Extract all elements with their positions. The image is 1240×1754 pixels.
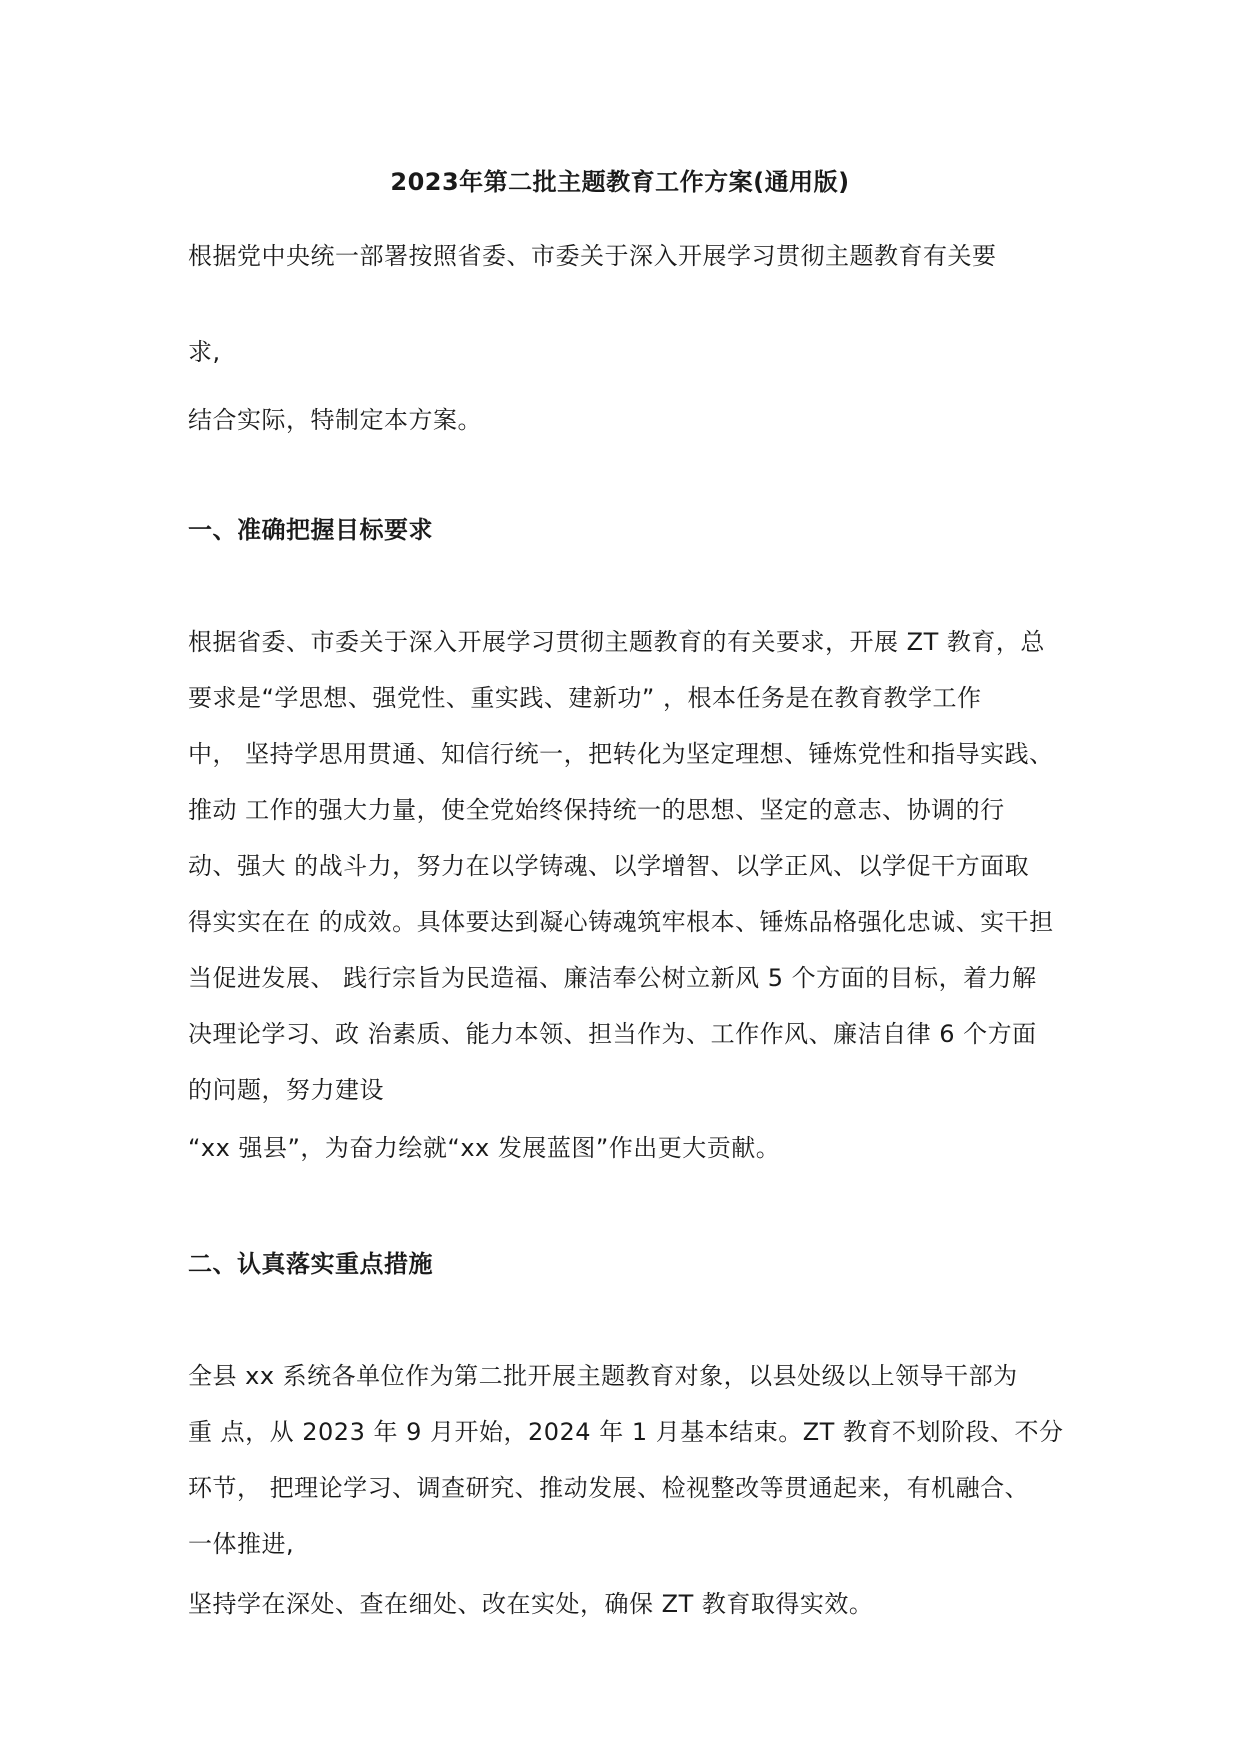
section-1-line: 动、强大 的战斗力，努力在以学铸魂、以学增智、以学正风、以学促干方面取 [188,852,1030,880]
section-2-line: 全县 xx 系统各单位作为第二批开展主题教育对象，以县处级以上领导干部为 [188,1362,1018,1390]
intro-line-1: 根据党中央统一部署按照省委、市委关于深入开展学习贯彻主题教育有关要 [188,242,997,270]
intro-line-3: 结合实际，特制定本方案。 [188,406,482,434]
section-1-heading: 一、准确把握目标要求 [188,516,433,544]
section-2-line: 坚持学在深处、查在细处、改在实处，确保 ZT 教育取得实效。 [188,1590,874,1618]
section-1-line: 要求是“学思想、强党性、重实践、建新功” ，根本任务是在教育教学工作 [188,684,982,712]
section-1-line: 得实实在在 的成效。具体要达到凝心铸魂筑牢根本、锤炼品格强化忠诚、实干担 [188,908,1054,936]
section-1-line: 中， 坚持学思用贯通、知信行统一，把转化为坚定理想、锤炼党性和指导实践、 [188,740,1054,768]
section-2-line: 环节， 把理论学习、调查研究、推动发展、检视整改等贯通起来，有机融合、 [188,1474,1030,1502]
section-2-line: 重 点，从 2023 年 9 月开始，2024 年 1 月基本结束。ZT 教育不划阶段、不分 [188,1418,1064,1446]
section-1-line: 推动 工作的强大力量，使全党始终保持统一的思想、坚定的意志、协调的行 [188,796,1005,824]
section-1-line: 的问题，努力建设 [188,1076,384,1104]
section-1-line: 决理论学习、政 治素质、能力本领、担当作为、工作作风、廉洁自律 6 个方面 [188,1020,1037,1048]
section-1-line: 当促进发展、 践行宗旨为民造福、廉洁奉公树立新风 5 个方面的目标，着力解 [188,964,1037,992]
section-1-line: “xx 强县”，为奋力绘就“xx 发展蓝图”作出更大贡献。 [188,1134,781,1162]
intro-line-2: 求, [188,338,221,366]
section-1-line: 根据省委、市委关于深入开展学习贯彻主题教育的有关要求，开展 ZT 教育，总 [188,628,1045,656]
document-title: 2023年第二批主题教育工作方案(通用版) [390,168,850,196]
section-2-line: 一体推进, [188,1530,295,1558]
section-2-heading: 二、认真落实重点措施 [188,1250,433,1278]
